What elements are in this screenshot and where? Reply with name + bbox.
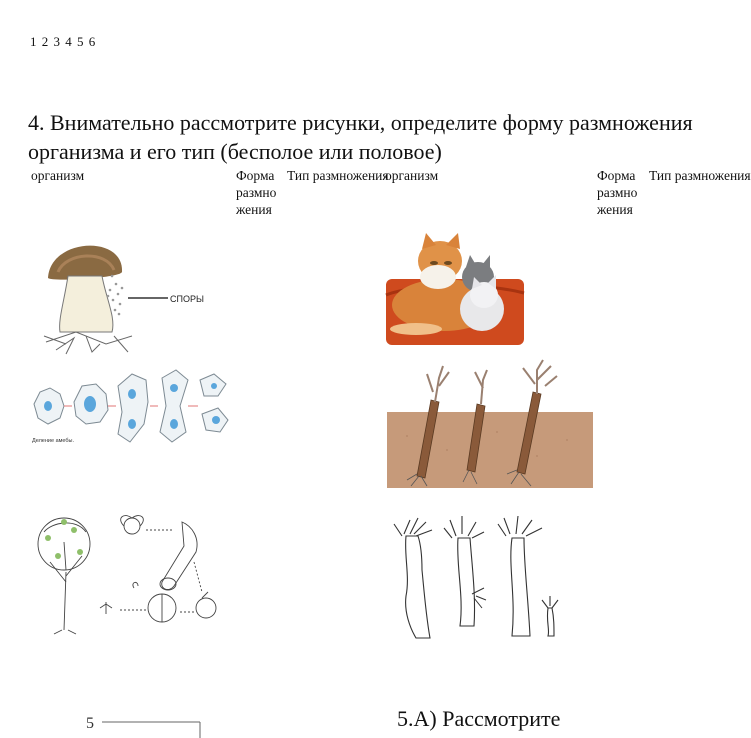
col-header-form-left: Форма размно жения <box>236 168 277 217</box>
col-header-type-right: Тип размножения <box>649 168 751 183</box>
amoeba-division-figure <box>30 366 236 448</box>
task-5-text: 5.А) Рассмотрите <box>397 706 561 731</box>
amoeba-caption: Деление амебы. <box>32 438 75 444</box>
page-numbers: 1 2 3 4 5 6 <box>30 34 97 49</box>
plant-cuttings-figure <box>387 356 593 488</box>
col-header-form-right: Форма размно жения <box>597 168 638 217</box>
col-header-type-left: Тип размножения <box>287 168 389 183</box>
bottom-diagram-fragment <box>84 710 214 738</box>
col-header-organism-left: организм <box>31 168 85 183</box>
mushroom-spores-figure <box>36 232 216 358</box>
hydra-budding-figure <box>388 516 568 644</box>
bottom-figure-number: 5 <box>86 715 94 732</box>
apple-tree-cycle-figure <box>34 512 220 636</box>
cats-photo <box>386 233 526 345</box>
col-header-organism-right: организм <box>385 168 439 183</box>
task-4-text: 4. Внимательно рассмотрите рисунки, определите форму размножения организма и его тип (бесполое или половое) <box>28 110 693 164</box>
spores-label: СПОРЫ <box>170 294 204 304</box>
